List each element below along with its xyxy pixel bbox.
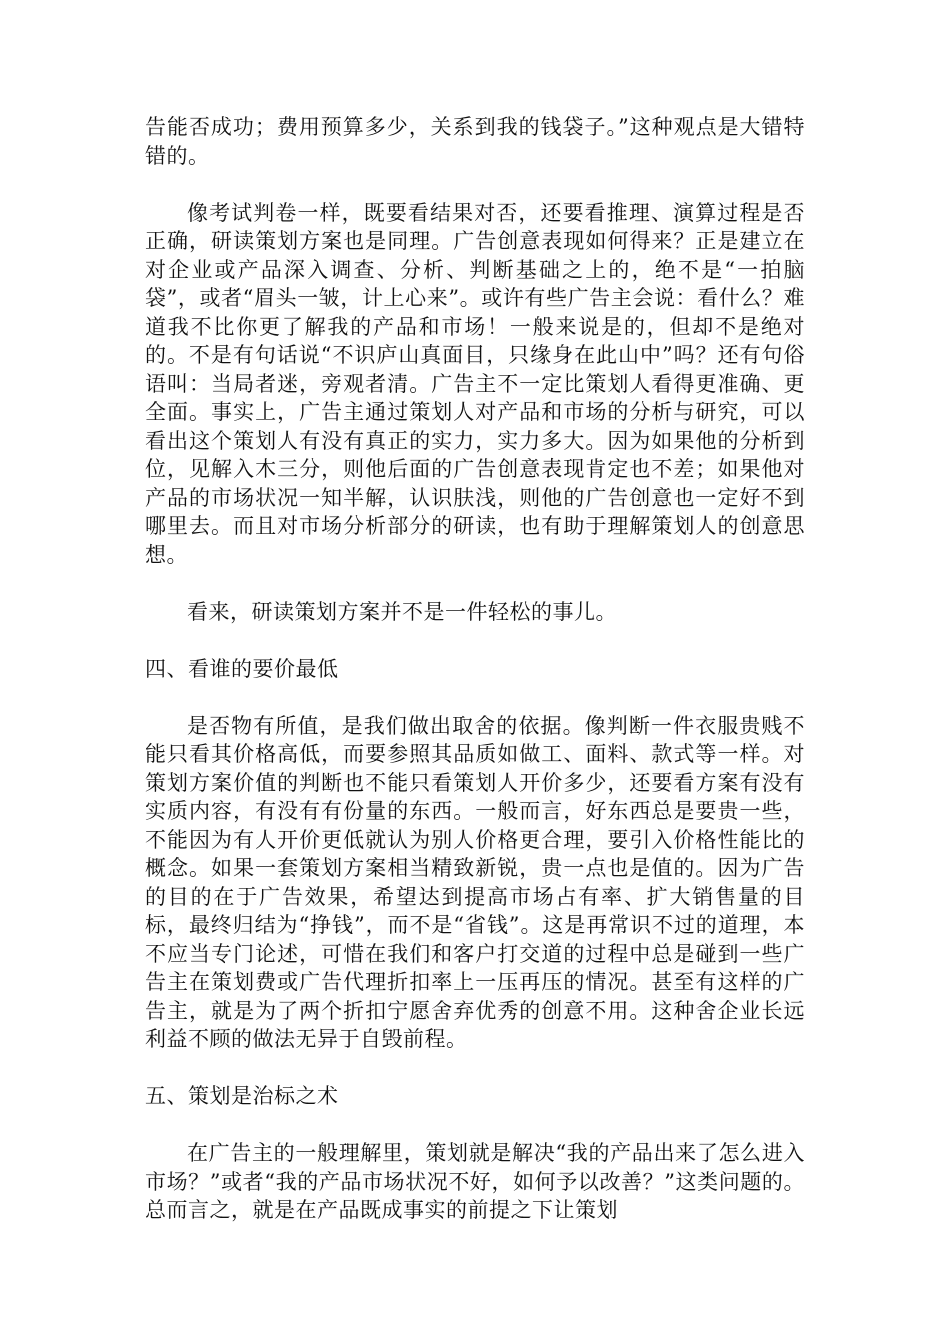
paragraph-conclusion: 看来，研读策划方案并不是一件轻松的事儿。 xyxy=(187,599,617,624)
paragraph-continuation: 告能否成功；费用预算多少，关系到我的钱袋子。”这种观点是大错特错的。 xyxy=(145,115,805,168)
paragraph-exam-analogy: 像考试判卷一样，既要看结果对否，还要看推理、演算过程是否正确，研读策划方案也是同理。广告创意表现如何得来？正是建立在对企业或产品深入调查、分析、判断基础之上的，绝不是“一拍脑袋”，或者“眉头一皱，计上心来”。或许有些广告主会说：看什么？难道我不比你更了解我的产品和市场！一般来说是的，但却不是绝对的。不是有句话说“不识庐山真面目，只缘身在此山中”吗？还有句俗语叫：当局者迷，旁观者清。广告主不一定比策划人看得更准确、更全面。事实上，广告主通过策划人对产品和市场的分析与研究，可以看出这个策划人有没有真正的实力，实力多大。因为如果他的分析到位，见解入木三分，则他后面的广告创意表现肯定也不差；如果他对产品的市场状况一知半解，认识肤浅，则他的广告创意也一定好不到哪里去。而且对市场分析部分的研读，也有助于理解策划人的创意思想。 xyxy=(145,200,805,567)
paragraph-spacer xyxy=(145,626,805,655)
paragraph-spacer xyxy=(145,683,805,712)
section-heading-five: 五、策划是治标之术 xyxy=(145,1084,339,1108)
paragraph-spacer xyxy=(145,170,805,199)
paragraph-spacer xyxy=(145,1054,805,1083)
document-body xyxy=(145,113,805,1225)
paragraph-spacer xyxy=(145,1111,805,1140)
paragraph-planning-understanding: 在广告主的一般理解里，策划就是解决“我的产品出来了怎么进入市场？”或者“我的产品市场状况不好，如何予以改善？”这类问题的。总而言之，就是在产品既成事实的前提之下让策划 xyxy=(145,1141,805,1222)
paragraph-value-judgment: 是否物有所值，是我们做出取舍的依据。像判断一件衣服贵贱不能只看其价格高低，而要参照其品质如做工、面料、款式等一样。对策划方案价值的判断也不能只看策划人开价多少，还要看方案有没有实质内容，有没有有份量的东西。一般而言，好东西总是要贵一些，不能因为有人开价更低就认为别人价格更合理，要引入价格性能比的概念。如果一套策划方案相当精致新锐，贵一点也是值的。因为广告的目的在于广告效果，希望达到提高市场占有率、扩大销售量的目标，最终归结为“挣钱”，而不是“省钱”。这是再常识不过的道理，本不应当专门论述，可惜在我们和客户打交道的过程中总是碰到一些广告主在策划费或广告代理折扣率上一压再压的情况。甚至有这样的广告主，就是为了两个折扣宁愿舍弃优秀的创意不用。这种舍企业长远利益不顾的做法无异于自毁前程。 xyxy=(145,713,805,1051)
section-heading-four: 四、看谁的要价最低 xyxy=(145,656,339,681)
paragraph-spacer xyxy=(145,569,805,598)
